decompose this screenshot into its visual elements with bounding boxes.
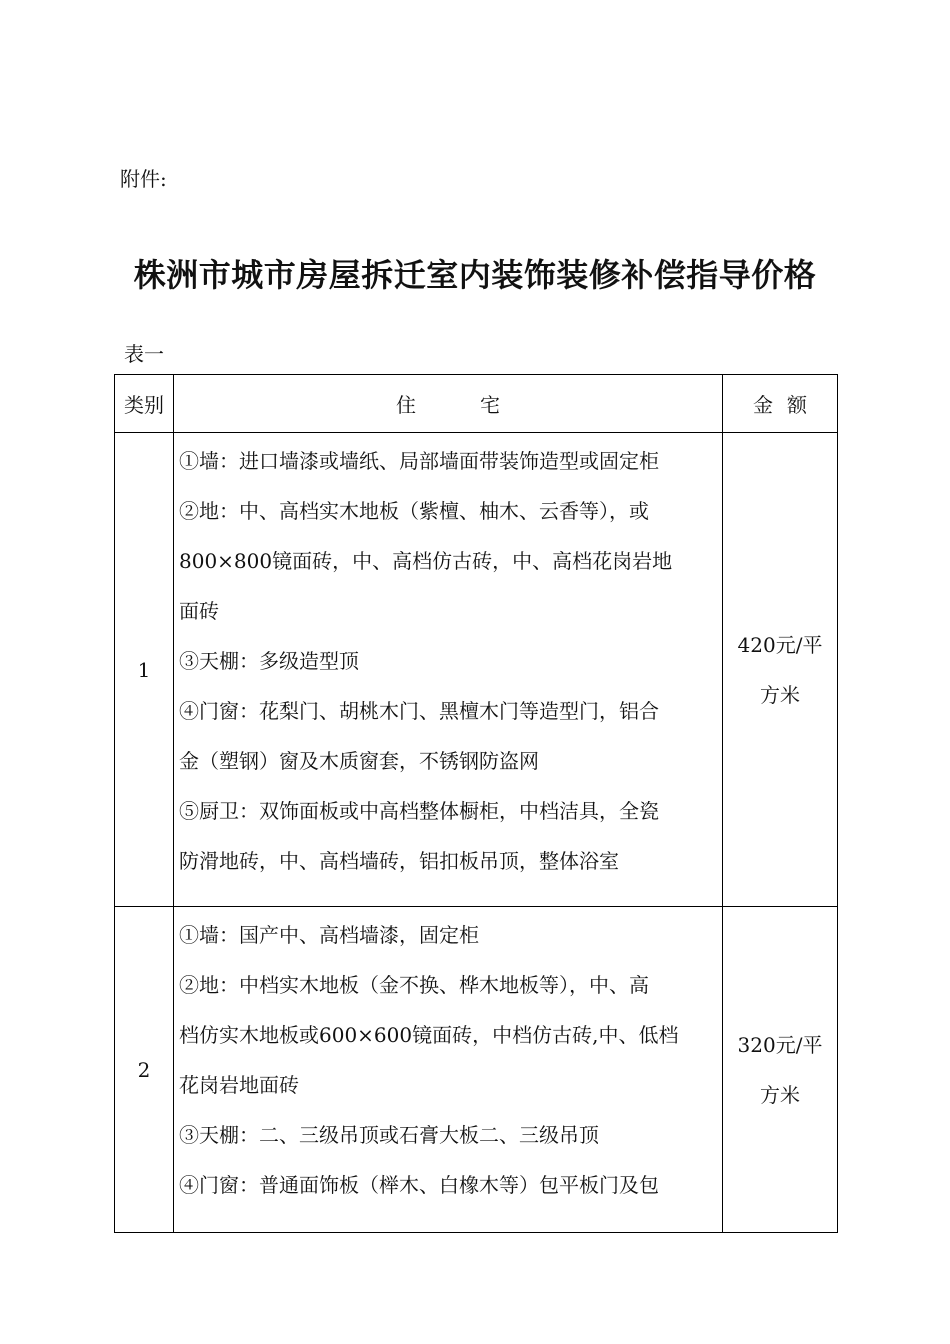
description-line: ①墙：进口墙漆或墙纸、局部墙面带装饰造型或固定柜 bbox=[179, 449, 659, 473]
description-line: ④门窗：花梨门、胡桃木门、黑檀木门等造型门，铝合 bbox=[179, 699, 659, 723]
header-category: 类别 bbox=[115, 375, 174, 433]
amount-line: 320元/平 bbox=[737, 1032, 823, 1057]
description-line: 花岗岩地面砖 bbox=[179, 1073, 299, 1097]
description-line: ④门窗：普通面饰板（榉木、白橡木等）包平板门及包 bbox=[179, 1173, 659, 1197]
amount-line: 方米 bbox=[760, 1082, 800, 1107]
description-line: 档仿实木地板或600×600镜面砖，中档仿古砖,中、低档 bbox=[179, 1023, 679, 1047]
document-title: 株洲市城市房屋拆迁室内装饰装修补偿指导价格 bbox=[133, 256, 817, 294]
header-residence: 住宅 bbox=[174, 375, 723, 433]
row-description bbox=[174, 907, 723, 1233]
attachment-label: 附件: bbox=[120, 167, 167, 191]
table-row bbox=[115, 433, 838, 907]
table-label: 表一 bbox=[124, 342, 164, 366]
row-description bbox=[174, 433, 723, 907]
description-line: ⑤厨卫：双饰面板或中高档整体橱柜，中档洁具，全瓷 bbox=[179, 799, 659, 823]
row-number: 2 bbox=[115, 907, 174, 1233]
description-line: ①墙：国产中、高档墙漆，固定柜 bbox=[179, 923, 479, 947]
table-header-row bbox=[115, 375, 838, 433]
description-line: ③天棚：二、三级吊顶或石膏大板二、三级吊顶 bbox=[179, 1123, 599, 1147]
description-line: 800×800镜面砖，中、高档仿古砖，中、高档花岗岩地 bbox=[179, 549, 673, 573]
description-line: 金（塑钢）窗及木质窗套，不锈钢防盗网 bbox=[179, 749, 539, 773]
amount-line: 方米 bbox=[760, 682, 800, 707]
description-line: ③天棚：多级造型顶 bbox=[179, 649, 359, 673]
row-amount bbox=[723, 907, 838, 1233]
row-number: 1 bbox=[115, 433, 174, 907]
description-line: 面砖 bbox=[179, 599, 219, 623]
description-line: ②地：中档实木地板（金不换、桦木地板等），中、高 bbox=[179, 973, 649, 997]
header-amount: 金额 bbox=[723, 375, 838, 433]
row-amount bbox=[723, 433, 838, 907]
table-row bbox=[115, 907, 838, 1233]
compensation-table bbox=[114, 374, 838, 1233]
description-line: ②地：中、高档实木地板（紫檀、柚木、云香等），或 bbox=[179, 499, 649, 523]
description-line: 防滑地砖，中、高档墙砖，铝扣板吊顶，整体浴室 bbox=[179, 849, 619, 873]
amount-line: 420元/平 bbox=[737, 632, 823, 657]
